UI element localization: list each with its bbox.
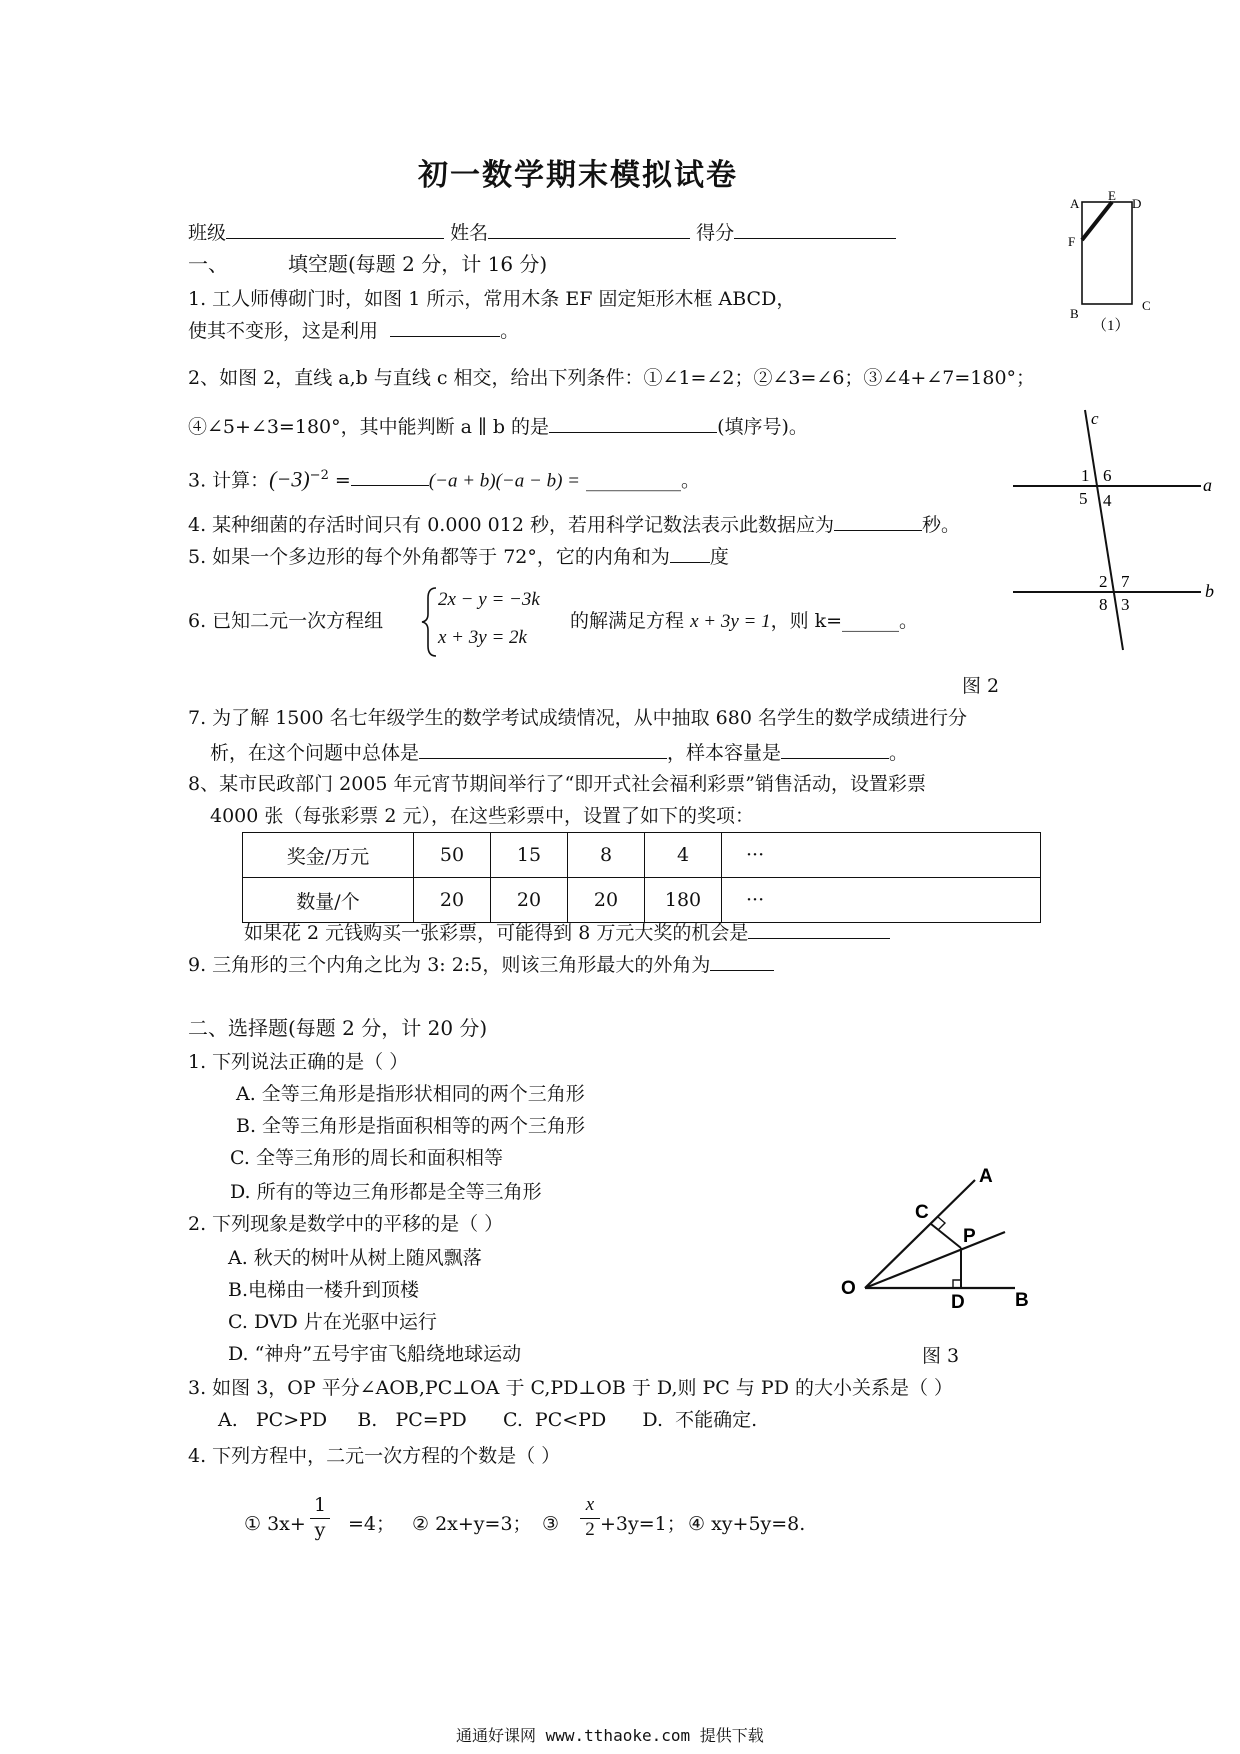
fig1-label-f: F (1068, 234, 1076, 249)
fig1-label-c: C (1142, 298, 1151, 313)
s2-q2: 2. 下列现象是数学中的平移的是（ ） (188, 1213, 504, 1235)
fig3-ray-op (865, 1232, 1005, 1288)
s2-q4-fraction-3: $\frac{x}{2}$ (580, 1494, 600, 1541)
page-title: 初一数学期末模拟试卷 (418, 158, 738, 193)
name-field[interactable] (488, 220, 690, 239)
q4-answer-blank[interactable] (834, 512, 922, 531)
q1-answer-blank[interactable] (390, 318, 500, 337)
q2-answer-blank[interactable] (549, 414, 717, 433)
s2-q1: 1. 下列说法正确的是（ ） (188, 1051, 409, 1073)
q9-line: 9. 三角形的三个内角之比为 3: 2:5，则该三角形最大的外角为 (188, 952, 774, 977)
fig3-label-b: B (1015, 1290, 1029, 1310)
q5-answer-blank[interactable] (670, 544, 710, 563)
s2-q2-option-c[interactable]: C. DVD 片在光驱中运行 (228, 1311, 437, 1333)
s2-q2-option-a[interactable]: A. 秋天的树叶从树上随风飘落 (228, 1247, 482, 1269)
fig2-angle-4: 4 (1103, 491, 1112, 510)
q8-line2: 4000 张（每张彩票 2 元），在这些彩票中，设置了如下的奖项： (210, 805, 755, 827)
fig2-label-b: b (1205, 581, 1214, 601)
fig2-angle-6: 6 (1103, 466, 1112, 485)
s2-q1-option-d[interactable]: D. 所有的等边三角形都是全等三角形 (230, 1181, 542, 1203)
q1-line1: 1. 工人师傅砌门时，如图 1 所示，常用木条 EF 固定矩形木框 ABCD， (188, 288, 796, 310)
q6-suffix: 的解满足方程 x + 3y = 1，则 k=______。 (570, 610, 919, 632)
fig3-right-angle-c (938, 1217, 945, 1230)
score-label: 得分 (696, 222, 735, 244)
s2-q3: 3. 如图 3，OP 平分∠AOB,PC⊥OA 于 C,PD⊥OB 于 D,则 PC 与 PD 的大小关系是（ ） (188, 1377, 954, 1399)
q8-line1: 8、某市民政部门 2005 年元宵节期间举行了“即开式社会福利彩票”销售活动，设置彩票 (188, 773, 926, 795)
s2-q2-option-d[interactable]: D. “神舟”五号宇宙飞船绕地球运动 (228, 1343, 522, 1365)
q7-line1: 7. 为了解 1500 名七年级学生的数学考试成绩情况，从中抽取 680 名学生的数学成绩进行分 (188, 707, 967, 729)
q7-line2: 析，在这个问题中总体是 ，样本容量是 。 (210, 742, 909, 764)
fig2-angle-2: 2 (1099, 572, 1108, 591)
class-label: 班级 (188, 222, 227, 244)
s2-q2-option-b[interactable]: B.电梯由一楼升到顶楼 (228, 1279, 420, 1301)
s2-q4: 4. 下列方程中，二元一次方程的个数是（ ） (188, 1445, 561, 1467)
s2-q3-options[interactable]: A. PC>PD B. PC=PD C. PC<PD D. 不能确定. (218, 1409, 758, 1431)
fig1-brace-ef (1082, 202, 1112, 240)
figure-1-rectangle (1060, 190, 1170, 340)
fig3-ray-oa (865, 1180, 975, 1288)
s2-q4-option-3-left[interactable]: ③ (542, 1513, 560, 1535)
s2-q1-option-b[interactable]: B. 全等三角形是指面积相等的两个三角形 (236, 1115, 586, 1137)
q8-answer-blank[interactable] (748, 920, 890, 939)
q1-line2: 使其不变形，这是利用 。 (188, 320, 520, 342)
q6-brace (420, 586, 440, 658)
fig3-label-p: P (963, 1226, 976, 1247)
table-row: 数量/个 20 20 20 180 ··· (243, 878, 1041, 923)
fig1-rect (1082, 202, 1132, 304)
prize-table (242, 832, 1041, 923)
fig3-label-d: D (951, 1292, 965, 1310)
s2-q4-fraction-1: $\frac{1}{y}$ (310, 1494, 330, 1541)
score-field[interactable] (734, 220, 896, 239)
fig3-segment-pc (931, 1224, 961, 1248)
class-field[interactable] (226, 220, 444, 239)
q3-answer-blank-2[interactable]: __________ (586, 469, 682, 492)
fig1-label-d: D (1132, 196, 1142, 211)
q7-answer-blank-1[interactable] (419, 740, 667, 759)
q6-equation-1: 2x − y = −3k (438, 589, 540, 610)
s2-q4-option-3-right: +3y=1； (600, 1513, 686, 1535)
q3-answer-blank-1[interactable] (351, 467, 429, 486)
s2-q4-option-2[interactable]: ② 2x+y=3； (412, 1513, 532, 1535)
header-line (188, 220, 896, 245)
q6-equation-2: x + 3y = 2k (438, 627, 527, 648)
fig1-label-a: A (1070, 196, 1080, 211)
fig1-label-b: B (1070, 306, 1079, 321)
fig2-angle-5: 5 (1079, 489, 1088, 508)
q9-answer-blank[interactable] (710, 952, 774, 971)
fig2-angle-8: 8 (1099, 595, 1108, 614)
fig3-right-angle-d (953, 1280, 961, 1288)
fig2-line-c (1085, 410, 1123, 650)
q5-line: 5. 如果一个多边形的每个外角都等于 72°，它的内角和为 度 (188, 546, 729, 568)
s2-q4-option-1-right: =4； (348, 1513, 396, 1535)
fig3-label-o: O (841, 1278, 856, 1299)
q3-line: 3. 计算：$(-3)^{-2} = (-a + b)(-a - b)$ = __________。 (188, 466, 701, 492)
fig3-label-c: C (915, 1202, 929, 1223)
q6-prefix: 6. 已知二元一次方程组 (188, 610, 384, 632)
q2-line2: ④∠5+∠3=180°，其中能判断 a ∥ b 的是 (填序号)。 (188, 416, 808, 438)
fig2-angle-1: 1 (1081, 466, 1090, 485)
fig3-caption: 图 3 (922, 1345, 960, 1367)
section2-heading: 二、选择题(每题 2 分，计 20 分) (188, 1016, 488, 1040)
q4-line: 4. 某种细菌的存活时间只有 0.000 012 秒，若用科学记数法表示此数据应为 秒。 (188, 514, 960, 536)
fig2-caption: 图 2 (962, 675, 1000, 697)
figure-2-parallel-lines (1005, 404, 1230, 704)
table-row: 奖金/万元 50 15 8 4 ··· (243, 833, 1041, 878)
fig3-label-a: A (979, 1166, 993, 1187)
fig1-caption: （1） (1092, 318, 1130, 334)
figure-3-angle-bisector (835, 1160, 1045, 1310)
fig1-label-e: E (1108, 190, 1116, 203)
footer-text: 通通好课网 www.tthaoke.com 提供下载 (456, 1726, 764, 1745)
s2-q1-option-a[interactable]: A. 全等三角形是指形状相同的两个三角形 (236, 1083, 585, 1105)
q2-line1: 2、如图 2，直线 a,b 与直线 c 相交，给出下列条件：①∠1=∠2；②∠3=∠6；③∠4+∠7=180°； (188, 367, 1036, 389)
s2-q4-option-4[interactable]: ④ xy+5y=8. (688, 1513, 806, 1535)
q8-line3: 如果花 2 元钱购买一张彩票，可能得到 8 万元大奖的机会是 (244, 920, 890, 945)
s2-q4-option-1-left[interactable]: ① 3x+ (244, 1513, 306, 1535)
fig2-label-a: a (1203, 475, 1212, 495)
fig2-label-c: c (1091, 409, 1099, 428)
fig2-angle-3: 3 (1121, 595, 1130, 614)
section1-heading: 一、 填空题(每题 2 分，计 16 分) (188, 252, 548, 276)
name-label: 姓名 (450, 222, 489, 244)
q7-answer-blank-2[interactable] (781, 740, 889, 759)
s2-q1-option-c[interactable]: C. 全等三角形的周长和面积相等 (230, 1147, 503, 1169)
fig2-angle-7: 7 (1121, 572, 1130, 591)
